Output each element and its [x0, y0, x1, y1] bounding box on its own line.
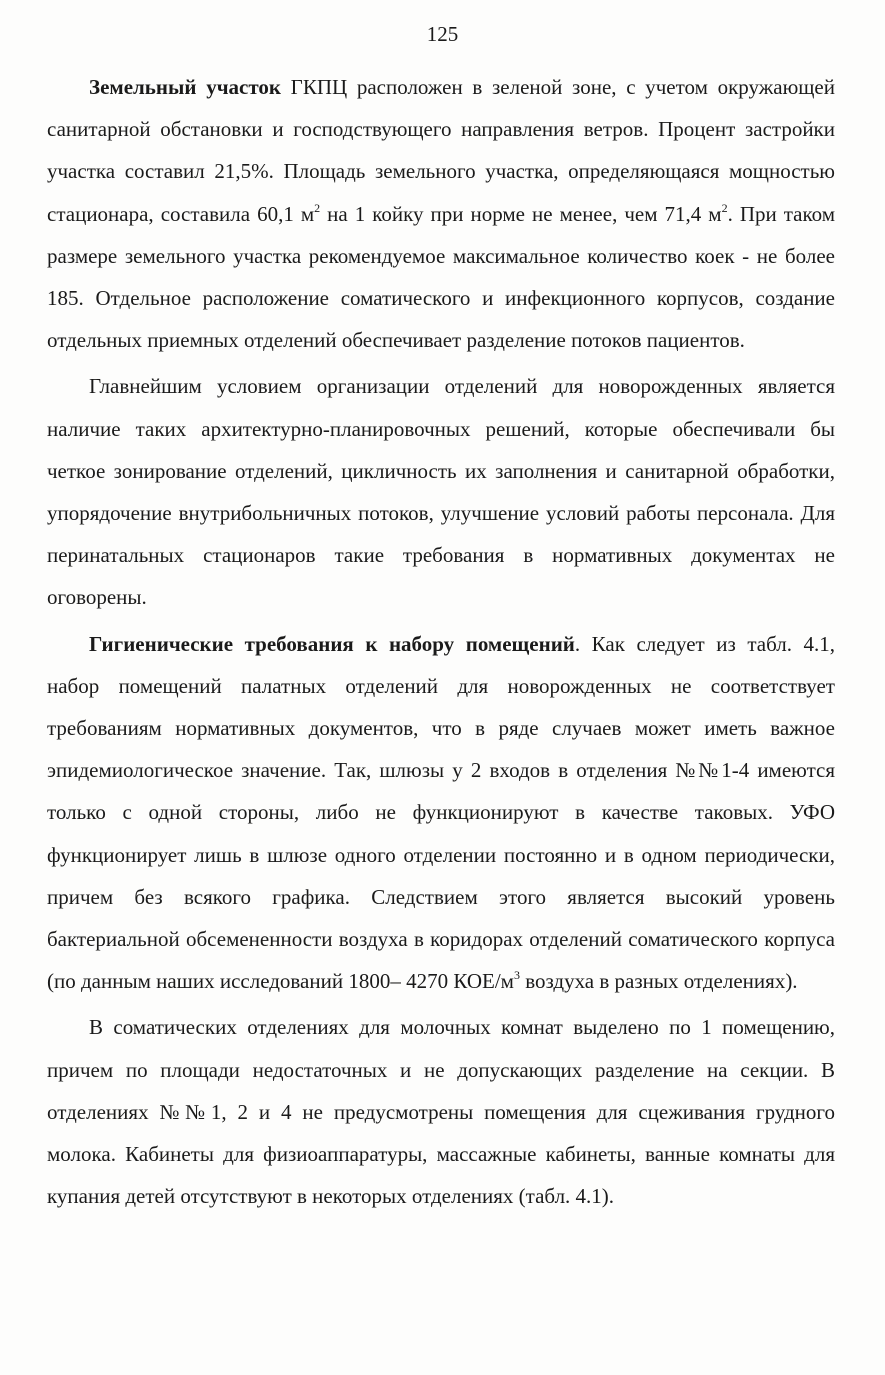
- paragraph-land-plot: [47, 66, 835, 361]
- paragraph-main-condition: Главнейшим условием организации отделений для новорожденных является наличие таких архитектурно-планировочных решений, которые обеспечивали бы четкое зонирование отделений, цикличность их заполнения и санитарной обработки, упорядочение внутрибольничных потоков, улучшение условий работы персонала. Для перинатальных стационаров такие требования в нормативных документах не оговорены.: [47, 374, 835, 610]
- paragraph-text: . Как следует из табл. 4.1, набор помещений палатных отделений для новорожденных не соответствует требованиям нормативных документов, что в ряде случаев может иметь важное эпидемиологическое значение. Так, шлюзы у 2 входов в отделения №№1-4 имеются только с одной стороны, либо не функционируют в качестве таковых. УФО функционирует лишь в шлюзе одного отделении постоянно и в одном периодически, причем без всякого графика. Следствием этого является высокий уровень бактериальной обсемененности воздуха в коридорах отделений соматического корпуса (по данным наших исследований 1800– 4270 КОЕ/м: [47, 631, 835, 994]
- page-number: 125: [426, 22, 459, 46]
- superscript-squared: 2: [721, 200, 728, 215]
- paragraph-text: воздуха в разных отделениях).: [519, 969, 798, 994]
- paragraph-somatic-departments: В соматических отделениях для молочных комнат выделено по 1 помещению, причем по площади недостаточных и не допускающих разделение на секции. В отделениях №№1, 2 и 4 не предусмотрены помещения для сцеживания грудного молока. Кабинеты для физиоаппаратуры, массажные кабинеты, ванные комнаты для купания детей отсутствуют в некоторых отделениях (табл. 4.1).: [47, 1015, 835, 1209]
- paragraph-lead-bold: Гигиенические требования к набору помещений: [89, 631, 575, 656]
- paragraph-lead-bold: Земельный участок: [89, 75, 281, 99]
- paragraph-hygienic-requirements: [47, 623, 835, 1003]
- text-body: [47, 66, 835, 1221]
- paragraph-text: на 1 койку при норме не менее, чем 71,4 м: [320, 201, 722, 226]
- paragraph-text: . При таком размере земельного участка рекомендуемое максимальное количество коек - не более 185. Отдельное расположение соматического и инфекционного корпусов, создание отдельных приемных отделений обеспечивает разделение потоков пациентов.: [47, 201, 836, 353]
- superscript-squared: 2: [314, 200, 321, 215]
- superscript-cubed: 3: [513, 968, 520, 983]
- paragraph-text: ГКПЦ расположен в зеленой зоне, с учетом окружающей санитарной обстановки и господствующего направления ветров. Процент застройки участка составил 21,5%. Площадь земельного участка, определяющаяся мощностью стационара, составила 60,1 м: [47, 75, 835, 226]
